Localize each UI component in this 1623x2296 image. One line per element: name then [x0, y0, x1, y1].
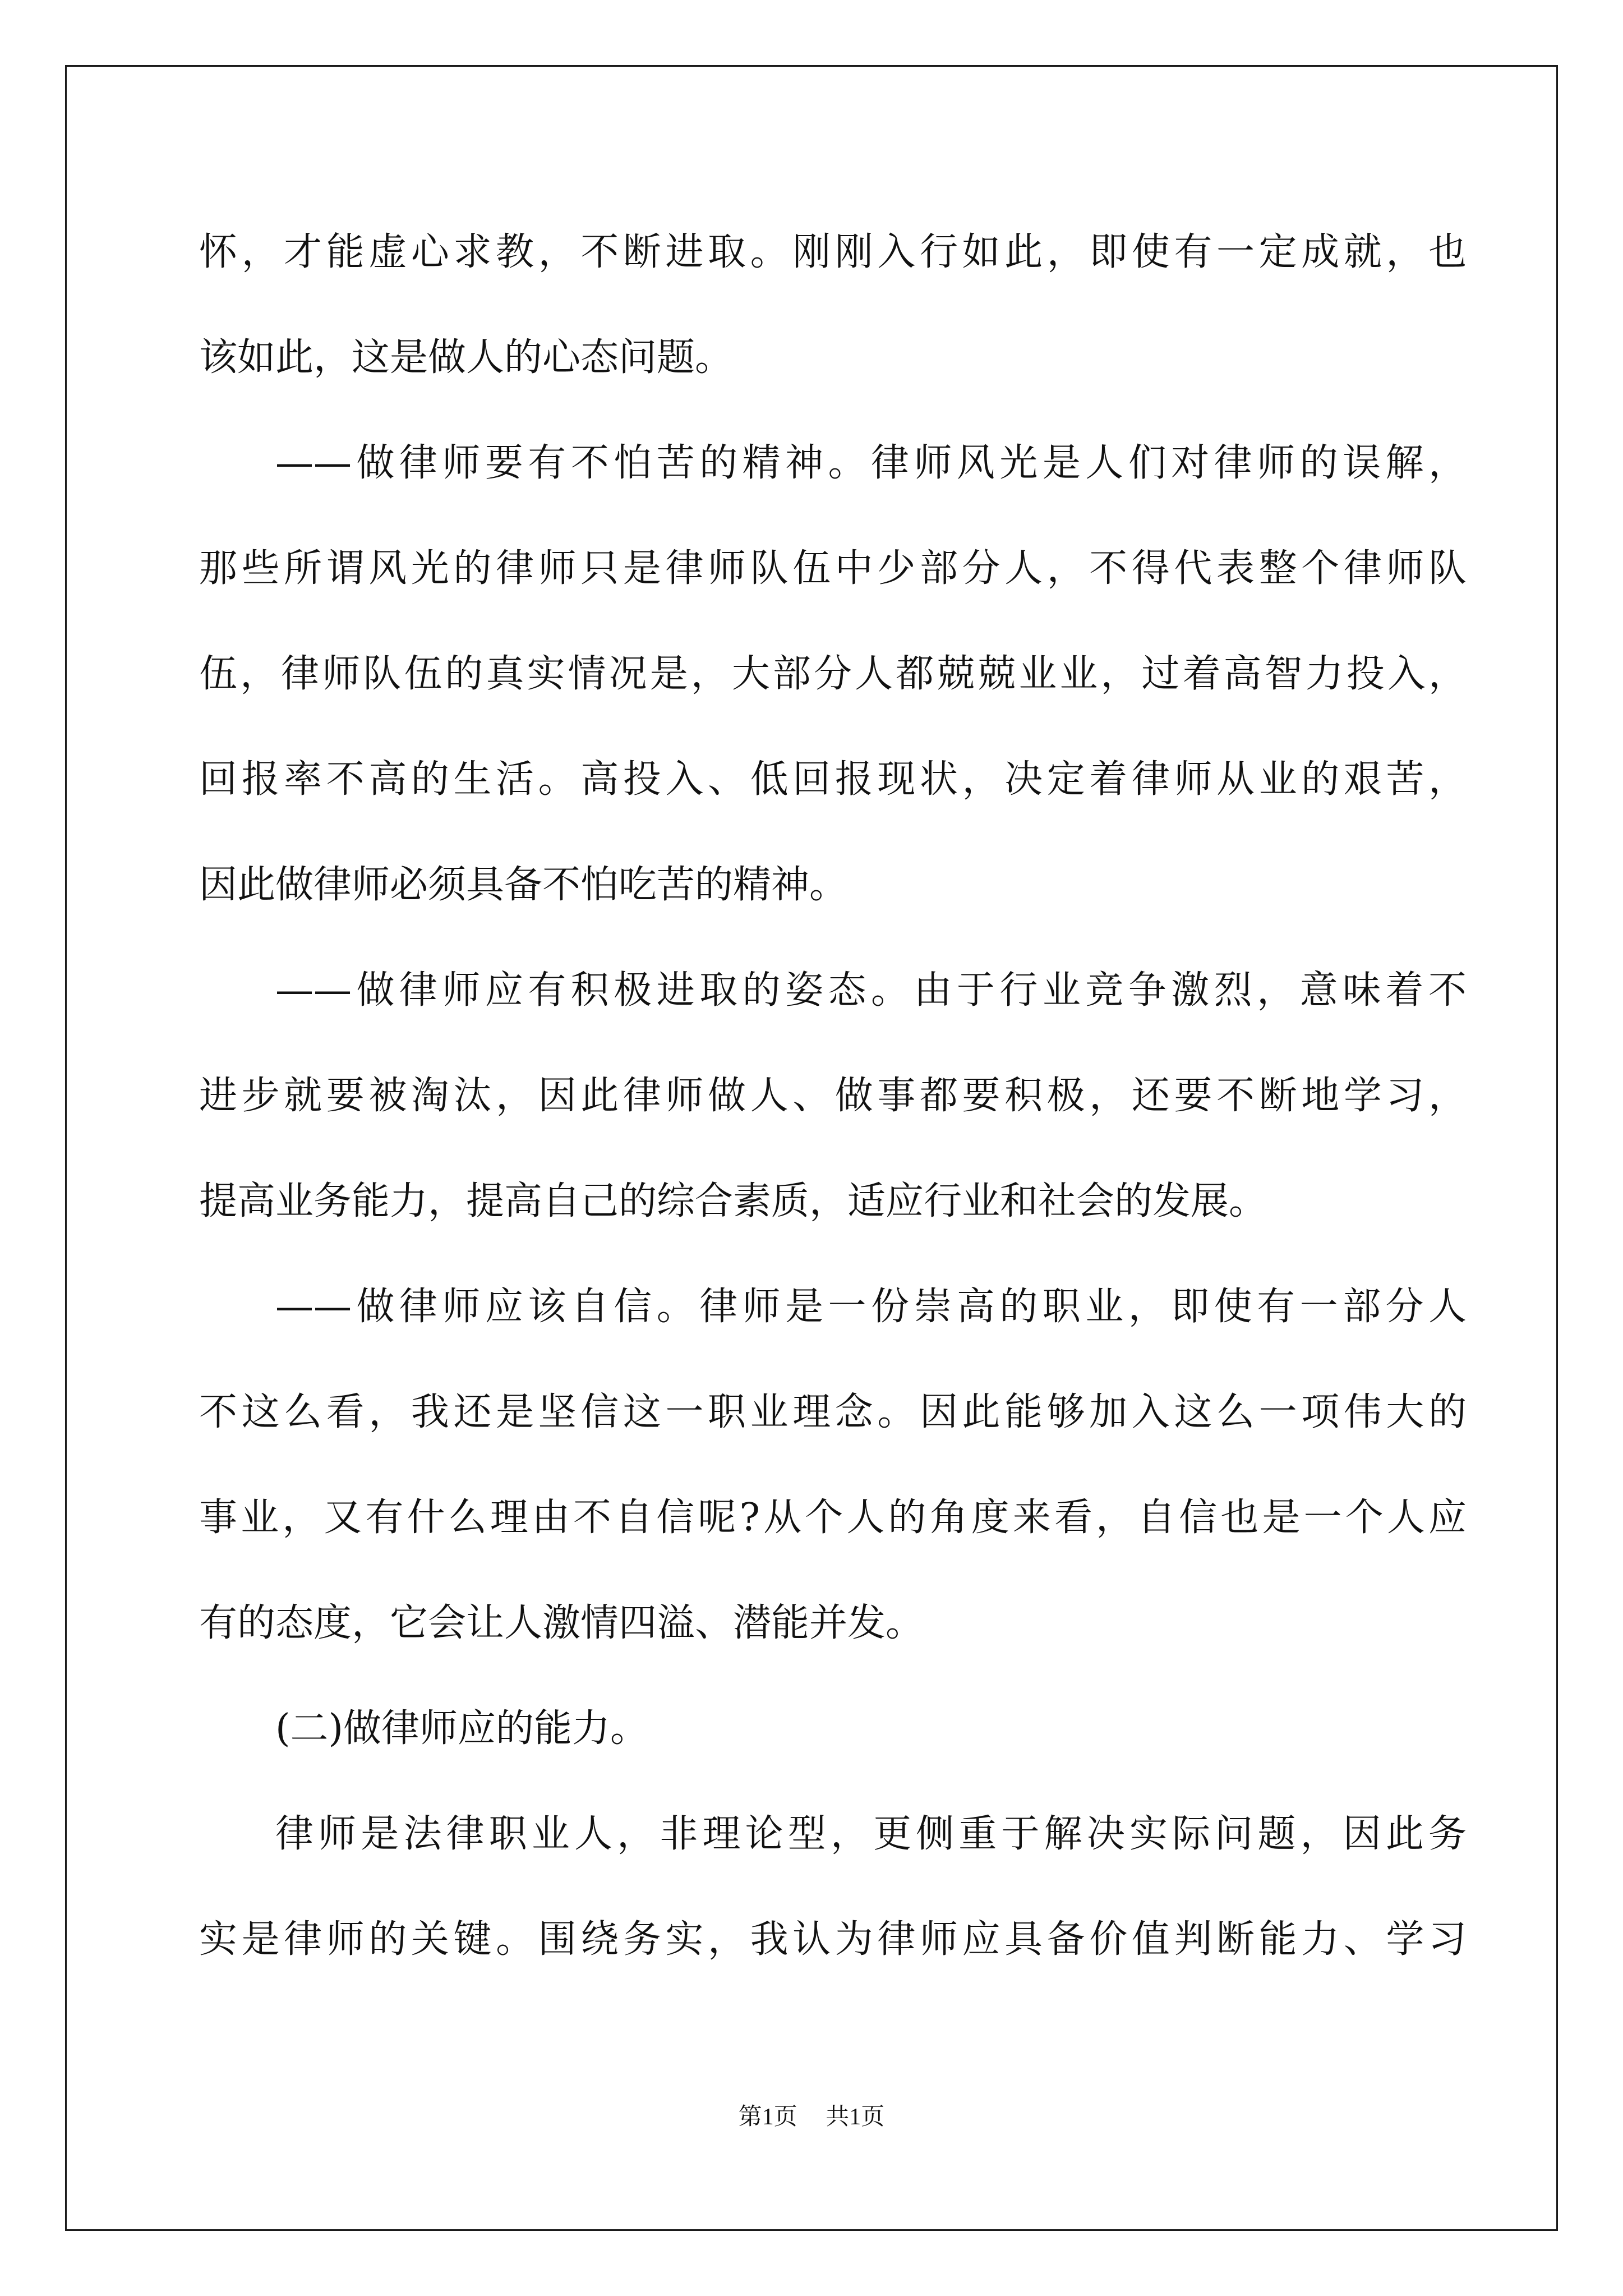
text-line: 回报率不高的生活。高投入、低回报现状，决定着律师从业的艰苦，: [199, 757, 1467, 802]
section-heading: (二)做律师应的能力。: [275, 1706, 649, 1751]
document-body: [199, 219, 1467, 2012]
text-line: 律师是法律职业人，非理论型，更侧重于解决实际问题，因此务: [275, 1812, 1467, 1856]
page-total: 共1页: [826, 2104, 885, 2130]
text-line: 该如此，这是做人的心态问题。: [199, 335, 734, 380]
text-line: 不这么看，我还是坚信这一职业理念。因此能够加入这么一项伟大的: [199, 1390, 1467, 1434]
text-line: 事业，又有什么理由不自信呢?从个人的角度来看，自信也是一个人应: [199, 1496, 1467, 1540]
text-line: 提高业务能力，提高自己的综合素质，适应行业和社会的发展。: [199, 1179, 1267, 1223]
text-line: 进步就要被淘汰，因此律师做人、做事都要积极，还要不断地学习，: [199, 1074, 1467, 1118]
text-line: ——做律师应该自信。律师是一份崇高的职业，即使有一部分人: [275, 1285, 1467, 1329]
page-number: 第1页: [738, 2104, 797, 2130]
text-line: ——做律师要有不怕苦的精神。律师风光是人们对律师的误解，: [275, 441, 1467, 485]
text-line: 实是律师的关键。围绕务实，我认为律师应具备价值判断能力、学习: [199, 1917, 1467, 1962]
text-line: 怀，才能虚心求教，不断进取。刚刚入行如此，即使有一定成就，也: [199, 230, 1467, 274]
text-line: 那些所谓风光的律师只是律师队伍中少部分人，不得代表整个律师队: [199, 546, 1467, 591]
text-line: 因此做律师必须具备不怕吃苦的精神。: [199, 863, 848, 907]
text-line: ——做律师应有积极进取的姿态。由于行业竞争激烈，意味着不: [275, 968, 1467, 1013]
text-line: 有的态度，它会让人激情四溢、潜能并发。: [199, 1601, 924, 1645]
text-line: 伍，律师队伍的真实情况是，大部分人都兢兢业业，过着高智力投入，: [199, 652, 1467, 696]
page-footer: [0, 2098, 1623, 2132]
